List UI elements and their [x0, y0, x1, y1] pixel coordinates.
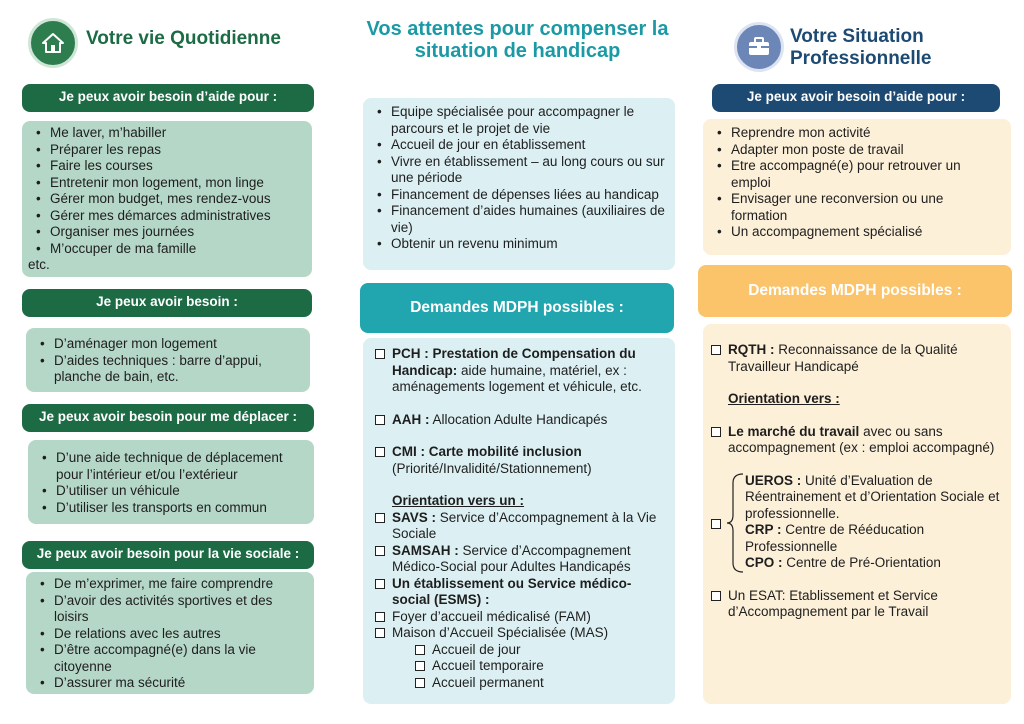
list-item: • Entretenir mon logement, mon linge	[32, 175, 302, 192]
list-item: • Envisager une reconversion ou une formation	[713, 191, 1001, 224]
list-item: • Organiser mes journées	[32, 224, 302, 241]
checkbox[interactable]	[711, 427, 721, 437]
esat-request: Un ESAT: Etablissement et Service d’Accompagnement par le Travail	[711, 588, 1001, 621]
briefcase-icon	[734, 22, 784, 72]
housing-box	[26, 328, 310, 392]
crp-option: CRP : Centre de Rééducation Professionnelle	[745, 522, 925, 554]
section-header: Je peux avoir besoin d’aide pour :	[22, 84, 314, 112]
samsah-request: SAMSAH : Service d’Accompagnement Médico-Social pour Adultes Handicapés	[375, 543, 667, 576]
list-item: • Reprendre mon activité	[713, 125, 1001, 142]
mas-option: Accueil temporaire	[415, 658, 667, 675]
list-item: • D’utiliser un véhicule	[38, 483, 304, 500]
training-options-group	[711, 473, 1001, 572]
mdph-requests-box	[363, 338, 675, 704]
list-item: • D’aides techniques : barre d’appui, planche de bain, etc.	[36, 353, 300, 386]
list-item: • Gérer mes démarces administratives	[32, 208, 302, 225]
orientation-heading: Orientation vers un :	[392, 493, 525, 508]
checkbox[interactable]	[711, 345, 721, 355]
list-item: • Financement de dépenses liées au handicap	[373, 187, 665, 204]
checkbox[interactable]	[375, 415, 385, 425]
professional-help-box	[703, 119, 1011, 255]
daily-help-box	[22, 121, 312, 277]
mas-option: Accueil de jour	[415, 642, 667, 659]
section-header: Je peux avoir besoin d’aide pour :	[712, 84, 1000, 112]
professional-situation-title: Votre Situation Professionnelle	[790, 26, 932, 69]
list-item: • Un accompagnement spécialisé	[713, 224, 1001, 241]
list-item: • Préparer les repas	[32, 142, 302, 159]
list-item: • D’utiliser les transports en commun	[38, 500, 304, 517]
checkbox[interactable]	[415, 678, 425, 688]
savs-request: SAVS : Service d’Accompagnement à la Vie Sociale	[375, 510, 667, 543]
list-item: • Financement d’aides humaines (auxiliaires de vie)	[373, 203, 665, 236]
mdph-requests-banner: Demandes MDPH possibles :	[360, 283, 674, 333]
checkbox[interactable]	[375, 447, 385, 457]
list-item: • D’être accompagné(e) dans la vie citoyenne	[36, 642, 304, 675]
mas-option: Accueil permanent	[415, 675, 667, 692]
checkbox[interactable]	[375, 349, 385, 359]
cpo-option: CPO : Centre de Pré-Orientation	[745, 555, 941, 570]
list-item: • D’assurer ma sécurité	[36, 675, 304, 692]
checkbox[interactable]	[711, 591, 721, 601]
fam-request: Foyer d’accueil médicalisé (FAM)	[375, 609, 667, 626]
list-item: • D’aménager mon logement	[36, 336, 300, 353]
list-item: • Obtenir un revenu minimum	[373, 236, 665, 253]
section-header: Je peux avoir besoin :	[22, 289, 312, 317]
section-header: Je peux avoir besoin pour me déplacer :	[22, 404, 314, 432]
list-item: • Me laver, m’habiller	[32, 125, 302, 142]
list-item: • Accueil de jour en établissement	[373, 137, 665, 154]
checkbox[interactable]	[375, 612, 385, 622]
aah-request: AAH : Allocation Adulte Handicapés	[375, 412, 667, 429]
brace-icon	[719, 473, 745, 573]
list-item: • M’occuper de ma famille	[32, 241, 302, 258]
list-item: • Etre accompagné(e) pour retrouver un emploi	[713, 158, 1001, 191]
checkbox[interactable]	[415, 645, 425, 655]
checkbox[interactable]	[415, 661, 425, 671]
mobility-box	[28, 440, 314, 524]
checkbox[interactable]	[375, 579, 385, 589]
mdph-requests-box	[703, 324, 1011, 704]
checkbox[interactable]	[375, 513, 385, 523]
section-header: Je peux avoir besoin pour la vie sociale :	[22, 541, 314, 569]
list-item: • De relations avec les autres	[36, 626, 304, 643]
house-icon	[28, 18, 78, 68]
job-market-request: Le marché du travail avec ou sans accompagnement (ex : emploi accompagné)	[711, 424, 1001, 457]
mdph-requests-banner: Demandes MDPH possibles :	[698, 265, 1012, 317]
etc-text: etc.	[28, 257, 50, 272]
expectations-title: Vos attentes pour compenser la situation de handicap	[366, 18, 669, 62]
list-item: • Adapter mon poste de travail	[713, 142, 1001, 159]
ueros-option: UEROS : Unité d’Evaluation de Réentrainement et d’Orientation Sociale et professionnelle.	[745, 472, 1000, 521]
rqth-request: RQTH : Reconnaissance de la Qualité Travailleur Handicapé	[711, 342, 1001, 375]
list-item: • De m’exprimer, me faire comprendre	[36, 576, 304, 593]
list-item: • Equipe spécialisée pour accompagner le parcours et le projet de vie	[373, 104, 665, 137]
checkbox[interactable]	[375, 546, 385, 556]
daily-life-title: Votre vie Quotidienne	[86, 28, 281, 49]
list-item: • D’une aide technique de déplacement pour l’intérieur et/ou l’extérieur	[38, 450, 304, 483]
pch-request: PCH : Prestation de Compensation du Handicap: aide humaine, matériel, ex : aménagements logement et véhicule, etc.	[375, 346, 667, 396]
mas-request: Maison d’Accueil Spécialisée (MAS)	[375, 625, 667, 642]
list-item: • Gérer mon budget, mes rendez-vous	[32, 191, 302, 208]
checkbox[interactable]	[375, 628, 385, 638]
orientation-heading: Orientation vers :	[728, 391, 840, 406]
expectations-box	[363, 98, 675, 270]
cmi-request: CMI : Carte mobilité inclusion (Priorité/Invalidité/Stationnement)	[375, 444, 667, 477]
social-life-box	[26, 572, 314, 694]
list-item: • Vivre en établissement – au long cours ou sur une période	[373, 154, 665, 187]
list-item: • D’avoir des activités sportives et des loisirs	[36, 593, 304, 626]
esms-request: Un établissement ou Service médico-social (ESMS) :	[375, 576, 667, 609]
list-item: • Faire les courses	[32, 158, 302, 175]
